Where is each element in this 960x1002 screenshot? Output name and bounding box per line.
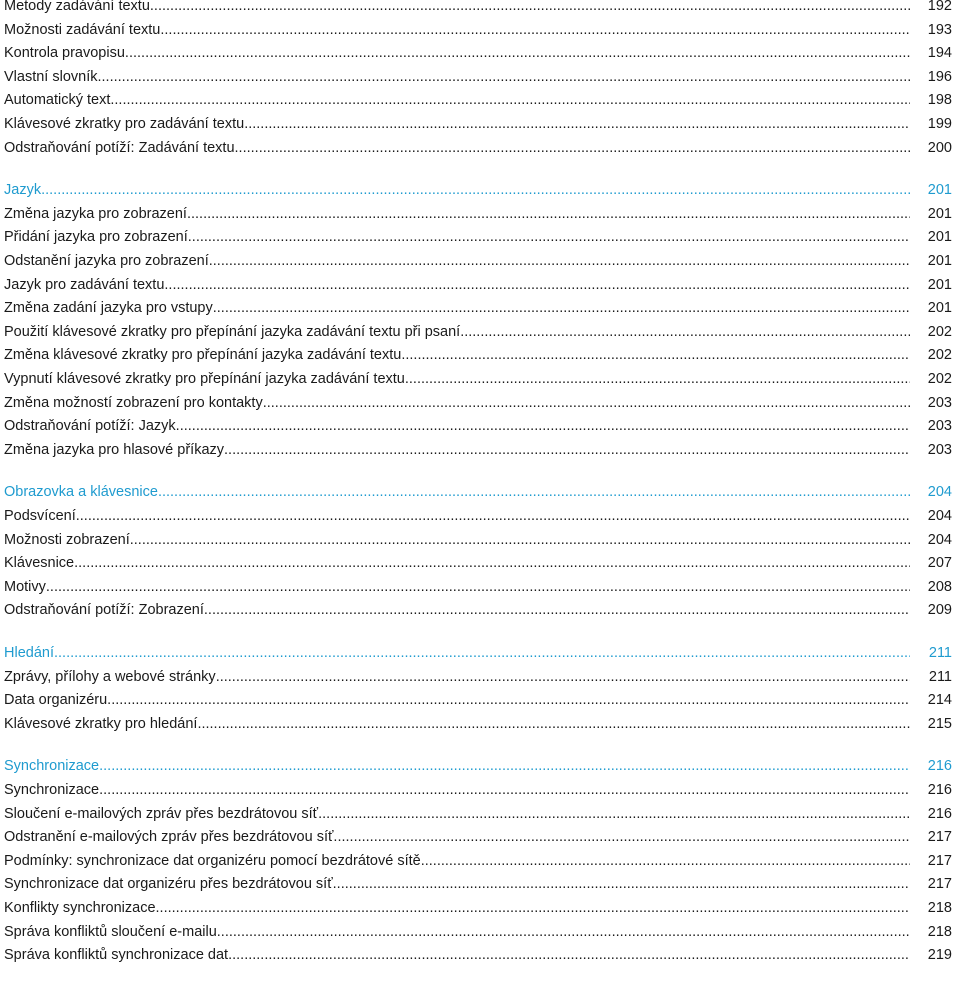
toc-entry[interactable] (4, 368, 952, 391)
dot-leader (197, 713, 910, 736)
dot-leader (46, 576, 910, 599)
toc-entry-title: Odstanění jazyka pro zobrazení (4, 253, 209, 269)
toc-entry-page-number: 217 (927, 852, 952, 869)
dot-leader (156, 897, 910, 920)
toc-entry[interactable] (4, 89, 952, 112)
toc-entry[interactable] (4, 439, 952, 462)
dot-leader (235, 137, 910, 160)
toc-entry-title: Hledání (4, 645, 54, 661)
toc-entry[interactable] (4, 19, 952, 42)
toc-entry[interactable] (4, 505, 952, 528)
dot-leader (160, 19, 910, 42)
toc-entry-page-number: 201 (927, 253, 952, 269)
toc-entry[interactable] (4, 713, 952, 736)
toc-entry-title: Jazyk pro zadávání textu (4, 276, 165, 293)
dot-leader (244, 113, 910, 136)
toc-entry[interactable] (4, 274, 952, 297)
dot-leader (54, 642, 910, 665)
toc-entry-page-number: 201 (927, 276, 952, 293)
dot-leader (98, 66, 911, 89)
dot-leader (107, 689, 910, 712)
toc-entry-page-number: 211 (928, 645, 952, 661)
toc-entry[interactable] (4, 226, 952, 249)
toc-entry-title: Vlastní slovník (4, 68, 98, 85)
toc-entry-title: Podmínky: synchronizace dat organizéru pomocí bezdrátové sítě (4, 852, 421, 869)
toc-entry-title: Obrazovka a klávesnice (4, 484, 158, 501)
toc-entry[interactable] (4, 137, 952, 160)
dot-leader (460, 321, 910, 344)
toc-entry[interactable] (4, 392, 952, 415)
toc-entry-page-number: 218 (927, 923, 952, 940)
dot-leader (130, 529, 910, 552)
dot-leader (228, 944, 910, 967)
toc-entry-title: Motivy (4, 578, 46, 595)
toc-entry-page-number: 192 (927, 0, 952, 14)
dot-leader (99, 755, 910, 778)
toc-section-heading[interactable] (4, 481, 952, 504)
toc-entry-page-number: 208 (927, 578, 952, 595)
toc-entry[interactable] (4, 0, 952, 18)
toc-entry-page-number: 202 (927, 371, 952, 387)
toc-entry[interactable] (4, 113, 952, 136)
toc-entry-title: Konflikty synchronizace (4, 900, 156, 916)
toc-entry-page-number: 202 (927, 347, 952, 364)
toc-entry[interactable] (4, 666, 952, 689)
toc-entry-page-number: 219 (927, 947, 952, 964)
toc-entry-page-number: 217 (927, 876, 952, 893)
toc-entry-title: Jazyk (4, 182, 42, 199)
toc-entry-title: Možnosti zobrazení (4, 531, 130, 548)
dot-leader (318, 803, 910, 826)
toc-entry-title: Správa konfliktů synchronizace dat (4, 947, 229, 964)
dot-leader (99, 779, 910, 802)
toc-entry-page-number: 204 (927, 484, 952, 501)
dot-leader (164, 274, 910, 297)
dot-leader (158, 481, 910, 504)
toc-entry[interactable] (4, 897, 952, 920)
toc-entry[interactable] (4, 552, 952, 575)
toc-entry[interactable] (4, 921, 952, 944)
toc-entry-title: Odstraňování potíží: Zadávání textu (4, 139, 235, 156)
toc-entry-title: Synchronizace (4, 782, 100, 798)
toc-entry-title: Možnosti zadávání textu (4, 21, 161, 38)
toc-entry-page-number: 203 (927, 418, 952, 435)
toc-entry[interactable] (4, 66, 952, 89)
dot-leader (224, 439, 910, 462)
toc-entry-page-number: 201 (927, 182, 952, 199)
toc-entry-title: Změna možností zobrazení pro kontakty (4, 394, 263, 411)
dot-leader (110, 89, 910, 112)
dot-leader (188, 226, 910, 249)
toc-entry[interactable] (4, 42, 952, 65)
toc-entry-title: Použití klávesové zkratky pro přepínání jazyka zadávání textu při psaní (4, 323, 461, 340)
toc-entry-title: Vypnutí klávesové zkratky pro přepínání jazyka zadávání textu (4, 371, 405, 387)
toc-entry-page-number: 200 (927, 139, 952, 156)
toc-entry-page-number: 207 (927, 555, 952, 572)
toc-entry-page-number: 202 (927, 323, 952, 340)
toc-entry[interactable] (4, 803, 952, 826)
dot-leader (176, 415, 910, 438)
toc-section-heading[interactable] (4, 179, 952, 202)
toc-entry-page-number: 194 (927, 45, 952, 62)
toc-entry[interactable] (4, 599, 952, 622)
toc-entry-page-number: 204 (927, 531, 952, 548)
dot-leader (213, 297, 910, 320)
dot-leader (333, 873, 910, 896)
dot-leader (401, 344, 910, 367)
toc-entry[interactable] (4, 576, 952, 599)
toc-entry-page-number: 218 (927, 900, 952, 916)
toc-entry-page-number: 203 (927, 441, 952, 458)
toc-entry[interactable] (4, 529, 952, 552)
toc-entry[interactable] (4, 826, 952, 849)
toc-entry-title: Synchronizace (4, 758, 100, 775)
toc-entry-page-number: 199 (927, 116, 952, 132)
toc-entry-page-number: 217 (927, 829, 952, 846)
toc-entry-title: Správa konfliktů sloučení e-mailu (4, 923, 217, 940)
dot-leader (76, 505, 910, 528)
toc-entry[interactable] (4, 850, 952, 873)
toc-entry-page-number: 198 (927, 92, 952, 109)
dot-leader (187, 203, 910, 226)
toc-entry-title: Změna zadání jazyka pro vstupy (4, 300, 213, 317)
dot-leader (41, 179, 910, 202)
dot-leader (74, 552, 910, 575)
toc-entry-title: Změna jazyka pro zobrazení (4, 205, 187, 222)
toc-entry-page-number: 196 (927, 68, 952, 85)
toc-entry[interactable] (4, 344, 952, 367)
toc-entry-page-number: 216 (927, 782, 952, 798)
toc-entry-title: Podsvícení (4, 508, 76, 524)
toc-entry-title: Zprávy, přílohy a webové stránky (4, 668, 216, 685)
toc-entry-title: Přidání jazyka pro zobrazení (4, 229, 188, 246)
toc-entry[interactable] (4, 297, 952, 320)
toc-entry-page-number: 211 (928, 668, 952, 685)
dot-leader (405, 368, 910, 391)
toc-entry-title: Odstraňování potíží: Zobrazení (4, 602, 204, 619)
toc-entry-page-number: 209 (927, 602, 952, 619)
toc-entry-page-number: 201 (927, 229, 952, 246)
toc-entry-page-number: 216 (927, 805, 952, 822)
toc-entry-page-number: 201 (927, 300, 952, 317)
toc-entry-page-number: 204 (927, 508, 952, 524)
toc-entry-page-number: 193 (927, 21, 952, 38)
toc-entry-title: Kontrola pravopisu (4, 45, 125, 62)
dot-leader (333, 826, 910, 849)
toc-entry[interactable] (4, 250, 952, 273)
toc-entry-title: Klávesnice (4, 555, 75, 572)
dot-leader (209, 250, 910, 273)
toc-entry-page-number: 215 (927, 715, 952, 732)
toc-entry-title: Metody zadávání textu (4, 0, 150, 14)
toc-entry-title: Odstranění e-mailových zpráv přes bezdrátovou síť (4, 829, 334, 846)
toc-entry-title: Klávesové zkratky pro zadávání textu (4, 116, 245, 132)
toc-entry-title: Odstraňování potíží: Jazyk (4, 418, 176, 435)
toc-entry-page-number: 203 (927, 394, 952, 411)
dot-leader (421, 850, 910, 873)
toc-section-heading[interactable] (4, 755, 952, 778)
toc-entry-title: Změna jazyka pro hlasové příkazy (4, 441, 225, 458)
toc-entry[interactable] (4, 415, 952, 438)
dot-leader (263, 392, 910, 415)
toc-entry-page-number: 216 (927, 758, 952, 775)
toc-entry-title: Sloučení e-mailových zpráv přes bezdrátovou síť (4, 805, 319, 822)
toc-entry-title: Změna klávesové zkratky pro přepínání jazyka zadávání textu (4, 347, 402, 364)
toc-entry-title: Synchronizace dat organizéru přes bezdrátovou síť (4, 876, 333, 893)
toc-entry[interactable] (4, 873, 952, 896)
toc-entry-title: Automatický text (4, 92, 111, 109)
toc-entry[interactable] (4, 944, 952, 967)
dot-leader (125, 42, 910, 65)
dot-leader (216, 666, 910, 689)
toc-entry[interactable] (4, 779, 952, 802)
toc-entry[interactable] (4, 689, 952, 712)
toc-section-heading[interactable] (4, 642, 952, 665)
dot-leader (150, 0, 910, 18)
toc-entry-page-number: 214 (927, 692, 952, 709)
toc-entry[interactable] (4, 203, 952, 226)
toc-entry-title: Data organizéru (4, 692, 108, 709)
dot-leader (204, 599, 910, 622)
dot-leader (217, 921, 910, 944)
toc-entry[interactable] (4, 321, 952, 344)
toc-entry-title: Klávesové zkratky pro hledání (4, 715, 198, 732)
toc-entry-page-number: 201 (927, 205, 952, 222)
